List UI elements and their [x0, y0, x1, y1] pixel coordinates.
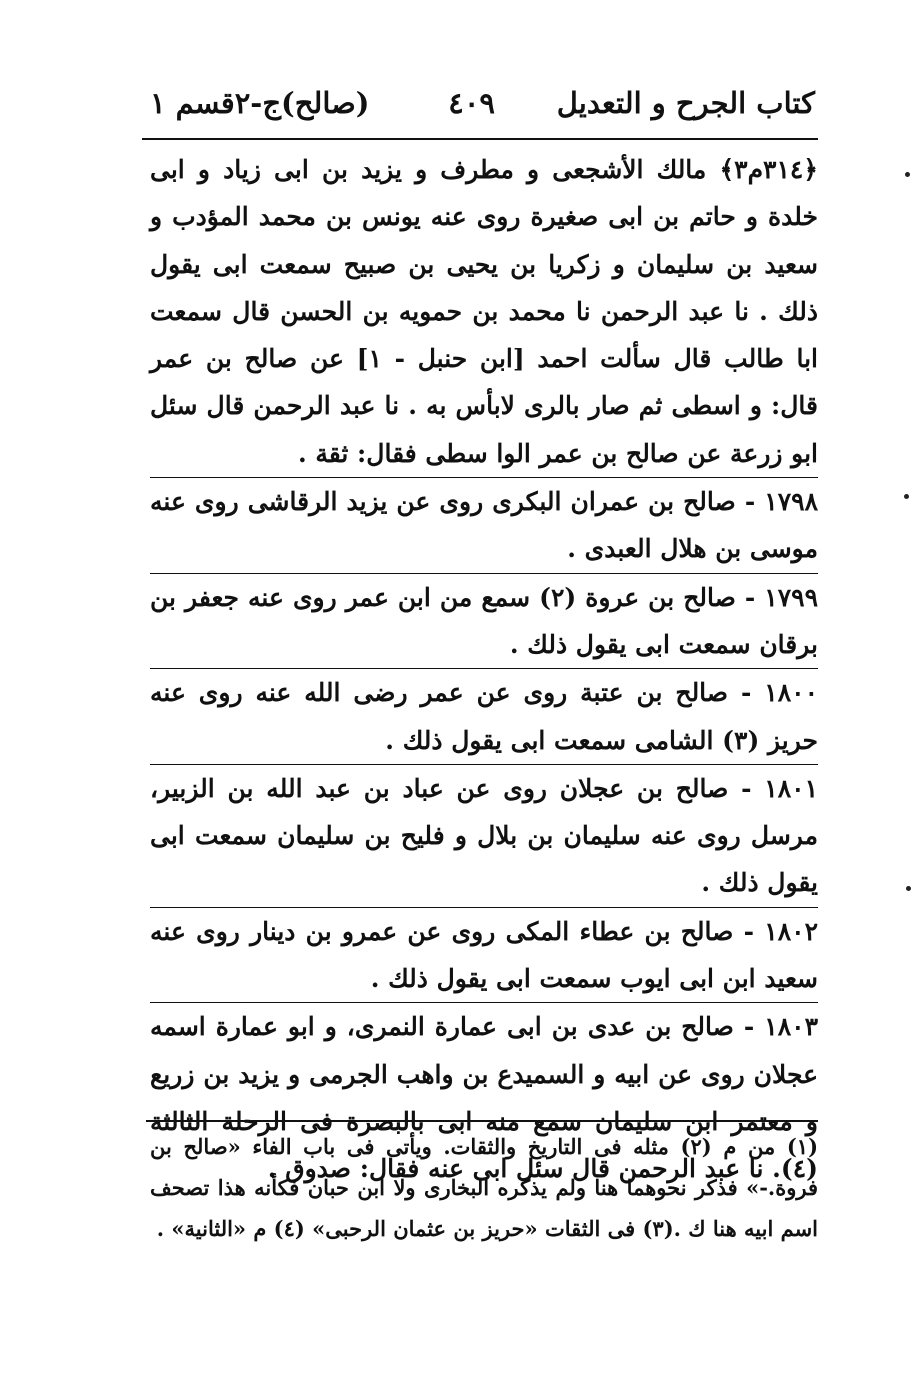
entry-1802: ١٨٠٢ - صالح بن عطاء المكى روى عن عمرو بن دينار روى عنه سعيد ابن ابى ايوب سمعت ابى يقول ذلك . — [150, 907, 818, 1003]
running-header — [150, 78, 815, 136]
entry-1799: ١٧٩٩ - صالح بن عروة (٢) سمع من ابن عمر روى عنه جعفر بن برقان سمعت ابى يقول ذلك . — [150, 573, 818, 669]
book-title: كتاب الجرح و التعديل — [556, 86, 815, 120]
main-text — [150, 146, 818, 1193]
entry-1798: ١٧٩٨ - صالح بن عمران البكرى روى عن يزيد الرقاشى روى عنه موسى بن هلال العبدى . — [150, 477, 818, 573]
entry-1801: ١٨٠١ - صالح بن عجلان روى عن عباد بن عبد الله بن الزبير، مرسل روى عنه سليمان بن بلال و فليح بن سليمان سمعت ابى يقول ذلك . — [150, 764, 818, 907]
entry-1803: ١٨٠٣ - صالح بن عدى بن ابى عمارة النمرى، و ابو عمارة اسمه عجلان روى عن ابيه و السميدع بن واهب الجرمى و يزيد بن زريع و معتمر ابن سليمان سمع منه ابى بالبصرة فى الرحلة الثالثة (٤). نا عبد الرحمن قال سئل ابى عنه فقال: صدوق . — [150, 1002, 818, 1192]
margin-speck — [906, 886, 911, 891]
margin-speck — [905, 172, 910, 177]
footnote-rule — [146, 1120, 818, 1122]
entry-1800: ١٨٠٠ - صالح بن عتبة روى عن عمر رضى الله عنه روى عنه حريز (٣) الشامى سمعت ابى يقول ذلك . — [150, 668, 818, 764]
header-rule — [142, 138, 818, 140]
margin-speck — [904, 494, 909, 499]
section-label: (صالح)ج-٢قسم ١ — [150, 86, 370, 120]
footnotes: (١) من م (٢) مثله فى التاريخ والثقات. ويأتى فى باب الفاء «صالح بن فروة.-» فذكر نحوهما هنا ولم يذكره البخارى ولا ابن حبان فكأنه هذا تصحف اسم ابيه هنا ك .(٣) فى الثقات «حريز بن عثمان الرحبى» (٤) م «الثانية» . — [150, 1134, 818, 1241]
page-number: ٤٠٩ — [448, 86, 495, 120]
entry-continuation: ﴿٣١٤م٣﴾ مالك الأشجعى و مطرف و يزيد بن ابى زياد و ابى خلدة و حاتم بن ابى صغيرة روى عنه يونس بن محمد المؤدب و سعيد بن سليمان و زكريا بن يحيى بن صبيح سمعت ابى يقول ذلك . نا عبد الرحمن نا محمد بن حمويه بن الحسن قال سمعت ابا طالب قال سألت احمد [ابن حنبل - ١] عن صالح بن عمر قال: و اسطى ثم صار بالرى لابأس به . نا عبد الرحمن قال سئل ابو زرعة عن صالح بن عمر الوا سطى فقال: ثقة . — [150, 155, 818, 468]
